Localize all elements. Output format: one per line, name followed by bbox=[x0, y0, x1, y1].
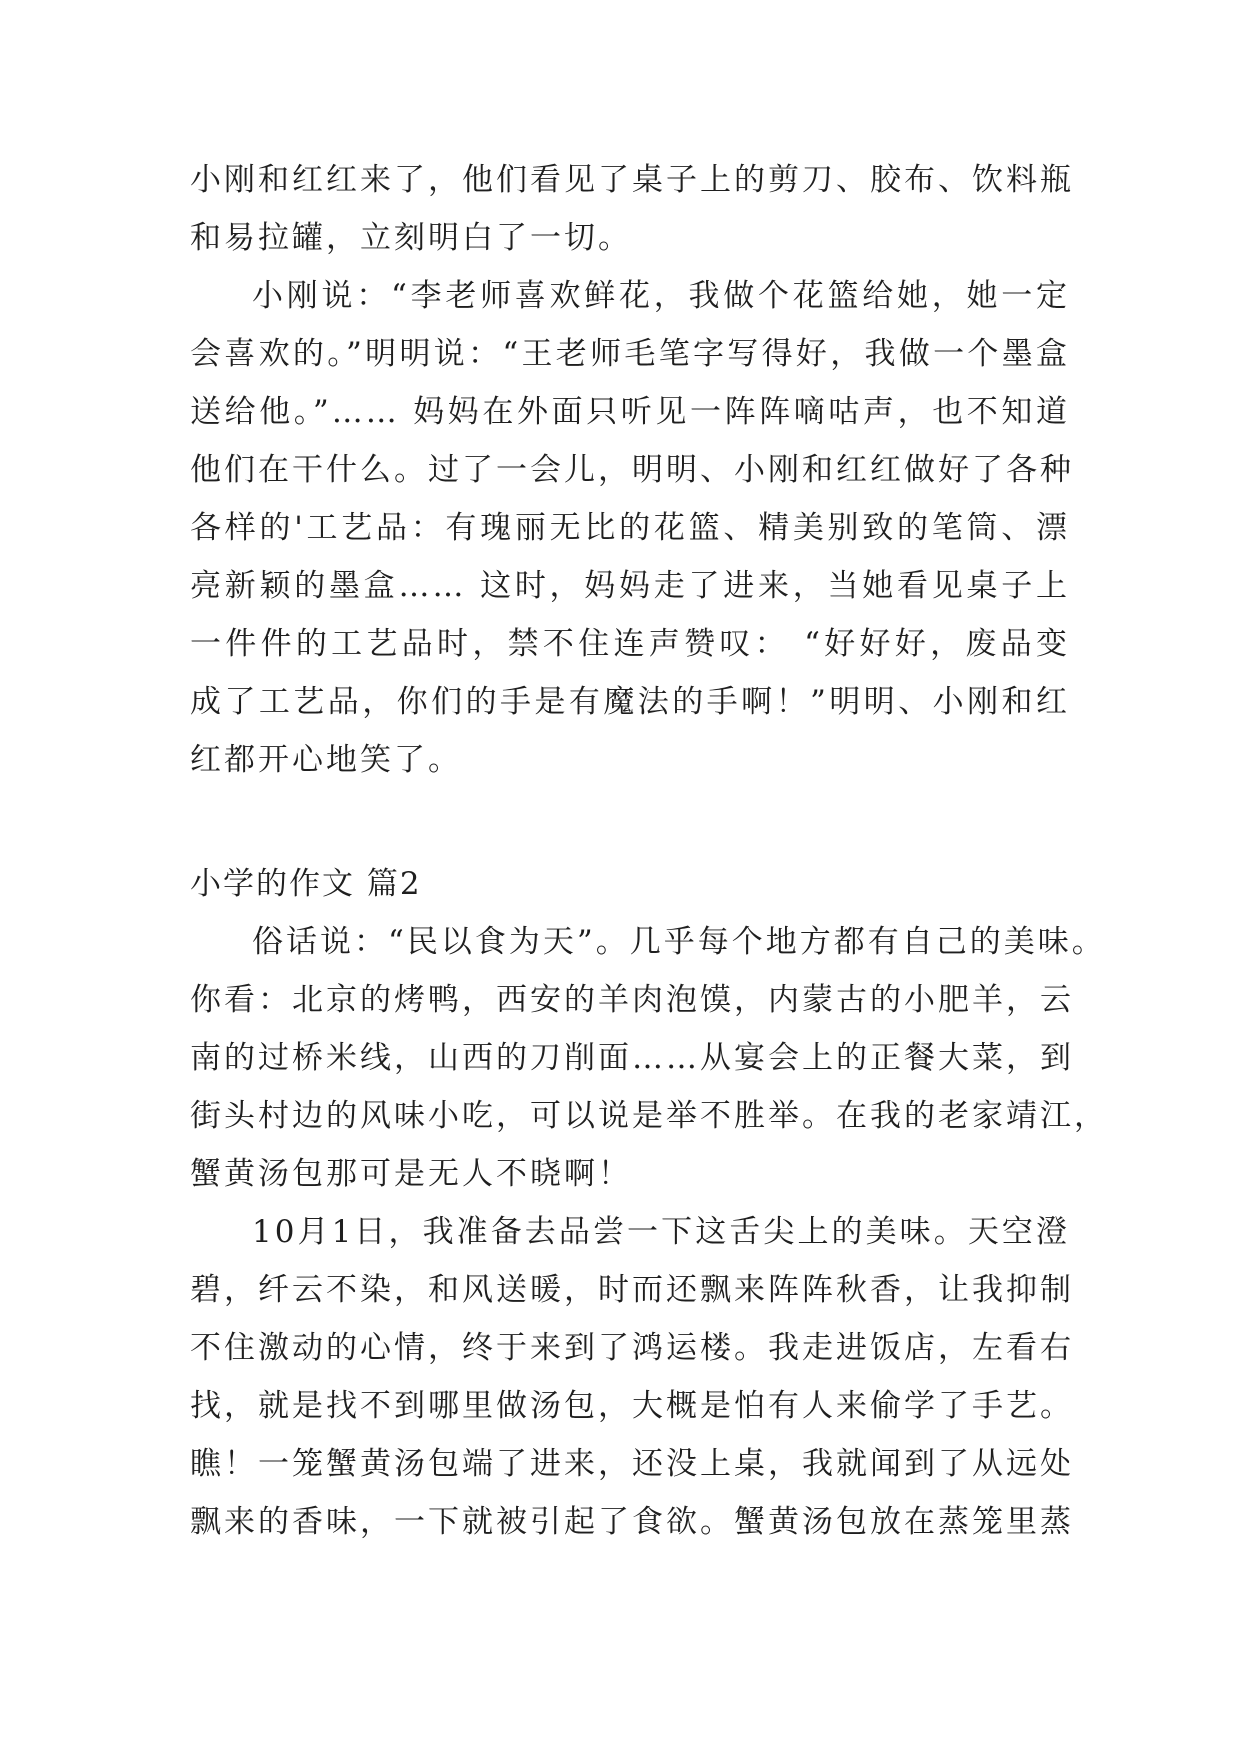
text-line: 街头村边的风味小吃，可以说是举不胜举。在我的老家靖江， bbox=[190, 1098, 1108, 1134]
section-heading: 小学的作文 篇2 bbox=[190, 866, 422, 902]
text-line: 和易拉罐，立刻明白了一切。 bbox=[190, 220, 632, 256]
text-line: 找，就是找不到哪里做汤包，大概是怕有人来偷学了手艺。 bbox=[190, 1388, 1074, 1424]
text-line: 你看：北京的烤鸭，西安的羊肉泡馍，内蒙古的小肥羊，云 bbox=[190, 982, 1074, 1018]
text-line: 俗话说：“民以食为天”。几乎每个地方都有自己的美味。 bbox=[252, 924, 1106, 960]
text-line: 送给他。”…… 妈妈在外面只听见一阵阵嘀咕声，也不知道 bbox=[190, 394, 1070, 430]
text-line: 蟹黄汤包那可是无人不晓啊！ bbox=[190, 1156, 632, 1192]
text-line: 一件件的工艺品时，禁不住连声赞叹： “好好好，废品变 bbox=[190, 626, 1070, 662]
text-line: 飘来的香味，一下就被引起了食欲。蟹黄汤包放在蒸笼里蒸 bbox=[190, 1504, 1074, 1540]
text-line: 亮新颖的墨盒…… 这时，妈妈走了进来，当她看见桌子上 bbox=[190, 568, 1070, 604]
text-line: 各样的'工艺品：有瑰丽无比的花篮、精美别致的笔筒、漂 bbox=[190, 510, 1070, 546]
text-line: 小刚说：“李老师喜欢鲜花，我做个花篮给她，她一定 bbox=[252, 278, 1070, 314]
text-line: 小刚和红红来了，他们看见了桌子上的剪刀、胶布、饮料瓶 bbox=[190, 162, 1074, 198]
text-line: 碧，纤云不染，和风送暖，时而还飘来阵阵秋香，让我抑制 bbox=[190, 1272, 1074, 1308]
text-line: 会喜欢的。”明明说：“王老师毛笔字写得好，我做一个墨盒 bbox=[190, 336, 1070, 372]
text-line: 南的过桥米线，山西的刀削面……从宴会上的正餐大菜，到 bbox=[190, 1040, 1074, 1076]
text-line: 成了工艺品，你们的手是有魔法的手啊！”明明、小刚和红 bbox=[190, 684, 1070, 720]
text-line: 10月1日，我准备去品尝一下这舌尖上的美味。天空澄 bbox=[252, 1214, 1070, 1250]
text-line: 他们在干什么。过了一会儿，明明、小刚和红红做好了各种 bbox=[190, 452, 1074, 488]
text-line: 瞧！一笼蟹黄汤包端了进来，还没上桌，我就闻到了从远处 bbox=[190, 1446, 1074, 1482]
text-line: 红都开心地笑了。 bbox=[190, 742, 462, 778]
text-line: 不住激动的心情，终于来到了鸿运楼。我走进饭店，左看右 bbox=[190, 1330, 1074, 1366]
